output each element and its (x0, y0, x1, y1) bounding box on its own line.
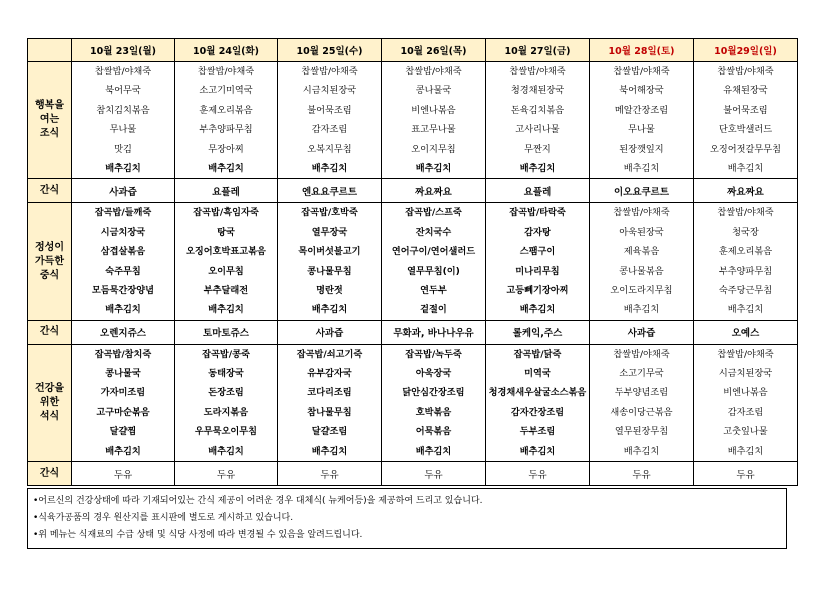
menu-item: 어묵볶음 (415, 426, 452, 438)
menu-item: 오이도라지무침 (610, 284, 673, 296)
menu-item: 콩나물국 (415, 85, 452, 97)
breakfast-day-cell (72, 62, 175, 179)
menu-item: 배추김치 (311, 304, 348, 316)
day-header: 10월 26일(목) (382, 39, 486, 62)
menu-item: 감자조림 (311, 124, 348, 136)
breakfast-day-cell (175, 62, 278, 179)
menu-item: 된장깻잎지 (619, 143, 664, 155)
breakfast-day-cell (278, 62, 382, 179)
menu-item: 감자탕 (524, 226, 551, 238)
menu-item: 소고기미역국 (199, 85, 253, 97)
menu-item: 배추김치 (105, 445, 141, 457)
breakfast-day-cell (486, 62, 590, 179)
notes-box (27, 488, 787, 549)
menu-item: 잡곡밥/들깨죽 (94, 207, 152, 219)
header-row (28, 39, 798, 62)
snack-afternoon-item: 토마토쥬스 (175, 320, 278, 344)
menu-item: 배추김치 (415, 162, 452, 174)
menu-item: 배추김치 (311, 162, 348, 174)
snack-evening-item: 두유 (72, 462, 175, 486)
weekly-menu-table (27, 38, 798, 486)
menu-item: 찹쌀밥/야채죽 (197, 66, 255, 77)
menu-item: 찹쌀밥/야채죽 (613, 348, 670, 360)
menu-item: 잡곡밥/녹두죽 (405, 348, 462, 360)
lunch-day-cell (694, 203, 798, 320)
day-header: 10월 23일(월) (72, 39, 175, 62)
menu-item: 잡곡밥/타락죽 (509, 207, 566, 219)
menu-item: 달걀조림 (311, 426, 348, 438)
snack-morning-item: 짜요짜요 (382, 179, 486, 203)
breakfast-day-cell (382, 62, 486, 179)
menu-item: 표고무나물 (411, 124, 456, 136)
menu-item: 잔치국수 (415, 226, 452, 238)
dinner-day-cell (72, 344, 175, 461)
day-header: 10월 24일(화) (175, 39, 278, 62)
menu-item: 새송이당근볶음 (610, 406, 673, 418)
lunch-row (28, 203, 798, 320)
menu-item: 겉절이 (420, 304, 447, 316)
menu-item: 열무된장무침 (614, 426, 669, 438)
menu-item: 배추김치 (519, 304, 556, 316)
menu-item: 맛김 (114, 143, 132, 155)
menu-item: 부추양파무침 (199, 124, 253, 136)
snack-evening-item: 두유 (175, 462, 278, 486)
snack-morning-item: 요플레 (175, 179, 278, 203)
menu-item: 단호박샐러드 (718, 124, 773, 136)
lunch-label: 정성이 가득한 중식 (28, 203, 72, 320)
snack-afternoon-item: 오예스 (694, 320, 798, 344)
menu-item: 찹쌀밥/야채죽 (301, 66, 358, 77)
snack-morning-item: 요플레 (486, 179, 590, 203)
menu-item: 찹쌀밥/야채죽 (613, 207, 670, 219)
menu-item: 배추김치 (208, 304, 244, 316)
snack-evening-label: 간식 (28, 462, 72, 486)
snack-evening-item: 두유 (486, 462, 590, 486)
menu-item: 목이버섯불고기 (298, 246, 361, 258)
menu-item: 부추달래전 (203, 284, 249, 296)
lunch-day-cell (72, 203, 175, 320)
menu-item: 동태장국 (208, 368, 244, 380)
menu-item: 연두부 (420, 284, 447, 296)
menu-item: 배추김치 (519, 162, 556, 174)
breakfast-row (28, 62, 798, 179)
menu-item: 연어구이/연어샐러드 (391, 246, 476, 258)
menu-item: 찹쌀밥/야채죽 (94, 66, 152, 77)
snack-evening-item: 두유 (382, 462, 486, 486)
day-header-weekend: 10월 28일(토) (590, 39, 694, 62)
menu-item: 무짠지 (524, 143, 551, 155)
menu-item: 배추김치 (727, 304, 764, 316)
menu-item: 찹쌀밥/야채죽 (509, 66, 566, 77)
menu-item: 아욱장국 (415, 368, 452, 380)
menu-item: 숙주무침 (105, 265, 141, 277)
menu-item: 코다리조림 (307, 387, 352, 399)
breakfast-day-cell (590, 62, 694, 179)
menu-item: 가자미조림 (100, 387, 146, 399)
menu-item: 비엔나볶음 (411, 104, 456, 116)
menu-item: 북어해장국 (619, 85, 664, 97)
snack-morning-label: 간식 (28, 179, 72, 203)
menu-item: 미나리무침 (515, 265, 560, 277)
breakfast-label: 행복을 여는 조식 (28, 62, 72, 179)
menu-item: 아욱된장국 (619, 226, 664, 238)
menu-item: 잡곡밥/호박죽 (301, 207, 358, 219)
menu-item: 고등뻬기장아찌 (506, 284, 569, 296)
menu-item: 도라지볶음 (203, 406, 249, 418)
menu-item: 찹쌀밥/야채죽 (717, 66, 774, 77)
snack-afternoon-item: 롤케익,주스 (486, 320, 590, 344)
dinner-label: 건강을 위한 석식 (28, 344, 72, 461)
dinner-row (28, 344, 798, 461)
menu-item: 고사리나물 (515, 124, 560, 136)
menu-item: 잡곡밥/참치죽 (94, 348, 152, 360)
menu-item: 탕국 (217, 226, 235, 238)
snack-evening-item: 두유 (278, 462, 382, 486)
snack-afternoon-item: 오렌지쥬스 (72, 320, 175, 344)
menu-item: 시금치된장국 (718, 368, 773, 380)
menu-item: 시금치된장국 (302, 85, 357, 97)
menu-item: 고춧잎나물 (723, 426, 768, 438)
menu-item: 감자조림 (727, 406, 764, 418)
snack-afternoon-label: 간식 (28, 320, 72, 344)
menu-item: 유채된장국 (723, 85, 768, 97)
menu-item: 참나물무침 (307, 406, 352, 418)
menu-item: 비엔나볶음 (723, 387, 768, 399)
dinner-day-cell (382, 344, 486, 461)
menu-item: 잡곡밥/흑임자죽 (193, 207, 259, 219)
snack-afternoon-item: 무화과, 바나나우유 (382, 320, 486, 344)
menu-item: 호박볶음 (415, 406, 452, 418)
note-line: •식육가공품의 경우 원산지를 표시판에 별도로 게시하고 있습니다. (33, 513, 294, 523)
menu-item: 찹쌀밥/야채죽 (717, 207, 774, 219)
snack-morning-item: 엔요요쿠르트 (278, 179, 382, 203)
menu-item: 두부양념조림 (614, 387, 669, 399)
menu-item: 배추김치 (105, 304, 141, 316)
menu-item: 소고기무국 (619, 368, 664, 380)
menu-item: 무나물 (628, 124, 655, 136)
menu-item: 메알간장조림 (614, 104, 669, 116)
menu-item: 미역국 (524, 368, 551, 380)
menu-item: 불어묵조림 (723, 104, 768, 116)
menu-item: 배추김치 (623, 445, 660, 457)
menu-item: 찹쌀밥/야채죽 (613, 66, 670, 77)
snack-morning-item: 이오요쿠르트 (590, 179, 694, 203)
menu-item: 달걀찜 (109, 426, 137, 438)
lunch-day-cell (590, 203, 694, 320)
menu-item: 배추김치 (311, 445, 348, 457)
snack-morning-row (28, 179, 798, 203)
snack-afternoon-row (28, 320, 798, 344)
menu-item: 배추김치 (105, 162, 141, 174)
menu-item: 두부조림 (519, 426, 556, 438)
menu-item: 불어묵조림 (307, 104, 352, 116)
menu-item: 시금치장국 (100, 226, 146, 238)
menu-item: 오이지무침 (411, 143, 456, 155)
menu-item: 찹쌀밥/야채죽 (717, 348, 774, 360)
dinner-day-cell (175, 344, 278, 461)
menu-item: 유부감자국 (307, 368, 352, 380)
menu-item: 잡곡밥/스프죽 (405, 207, 462, 219)
menu-item: 배추김치 (415, 445, 452, 457)
menu-item: 콩나물볶음 (619, 265, 664, 277)
menu-item: 무나물 (109, 124, 137, 136)
dinner-day-cell (486, 344, 590, 461)
snack-morning-item: 사과즙 (72, 179, 175, 203)
dinner-day-cell (278, 344, 382, 461)
menu-item: 고구마순볶음 (96, 406, 150, 418)
menu-item: 닭안심간장조림 (402, 387, 465, 399)
snack-evening-item: 두유 (590, 462, 694, 486)
day-header-weekend: 10월29일(일) (694, 39, 798, 62)
menu-item: 숙주당근무침 (718, 284, 773, 296)
menu-item: 삼겹살볶음 (100, 246, 146, 258)
menu-item: 오복지무침 (307, 143, 352, 155)
menu-item: 배추김치 (208, 162, 244, 174)
menu-item: 오징어젓갈무무침 (709, 143, 781, 155)
menu-item: 오징어호박표고볶음 (186, 246, 266, 258)
menu-item: 콩나물무침 (307, 265, 352, 277)
menu-item: 부추양파무침 (718, 265, 773, 277)
menu-item: 배추김치 (727, 445, 764, 457)
breakfast-day-cell (694, 62, 798, 179)
dinner-day-cell (694, 344, 798, 461)
snack-morning-item: 짜요짜요 (694, 179, 798, 203)
lunch-day-cell (278, 203, 382, 320)
menu-item: 배추김치 (623, 162, 660, 174)
menu-item: 돈육김치볶음 (510, 104, 565, 116)
menu-item: 열무장국 (311, 226, 348, 238)
menu-item: 배추김치 (623, 304, 660, 316)
snack-evening-row (28, 462, 798, 486)
menu-item: 청경채된장국 (510, 85, 565, 97)
menu-item: 모듬묵간장양념 (91, 284, 155, 296)
menu-item: 우무묵오이무침 (194, 426, 258, 438)
menu-item: 찹쌀밥/야채죽 (405, 66, 462, 77)
menu-item: 스팸구이 (519, 246, 556, 258)
corner-cell (28, 39, 72, 62)
menu-item: 돈장조림 (208, 387, 244, 399)
note-line: •위 메뉴는 식재료의 수급 상태 및 식당 사정에 따라 변경될 수 있음을 알려드립니다. (33, 530, 363, 540)
menu-item: 콩나물국 (105, 368, 141, 380)
menu-item: 청국장 (732, 226, 759, 238)
menu-item: 열무무침(이) (407, 265, 460, 277)
menu-item: 배추김치 (727, 162, 764, 174)
menu-item: 청경채새우살굴소스볶음 (488, 387, 587, 399)
snack-evening-item: 두유 (694, 462, 798, 486)
lunch-day-cell (175, 203, 278, 320)
menu-item: 잡곡밥/닭죽 (513, 348, 562, 360)
menu-item: 배추김치 (519, 445, 556, 457)
menu-item: 무장아찌 (208, 143, 244, 155)
snack-afternoon-item: 사과즙 (278, 320, 382, 344)
menu-item: 참치김치볶음 (96, 104, 150, 116)
menu-item: 훈제오리볶음 (199, 104, 253, 116)
menu-item: 잡곡밥/콩죽 (202, 348, 250, 360)
lunch-day-cell (382, 203, 486, 320)
day-header: 10월 25일(수) (278, 39, 382, 62)
menu-item: 훈제오리볶음 (718, 246, 773, 258)
day-header: 10월 27일(금) (486, 39, 590, 62)
note-line: •어르신의 건강상태에 따라 기재되어있는 간식 제공이 어려운 경우 대체식( 뉴케어등)을 제공하여 드리고 있습니다. (33, 496, 483, 506)
snack-afternoon-item: 사과즙 (590, 320, 694, 344)
dinner-day-cell (590, 344, 694, 461)
lunch-day-cell (486, 203, 590, 320)
menu-item: 잡곡밥/쇠고기죽 (296, 348, 363, 360)
menu-item: 오이무침 (208, 265, 244, 277)
menu-item: 제육볶음 (623, 246, 660, 258)
menu-item: 감자간장조림 (510, 406, 565, 418)
menu-item: 배추김치 (208, 445, 244, 457)
menu-item: 명란젓 (316, 284, 343, 296)
menu-item: 북어무국 (105, 85, 141, 97)
